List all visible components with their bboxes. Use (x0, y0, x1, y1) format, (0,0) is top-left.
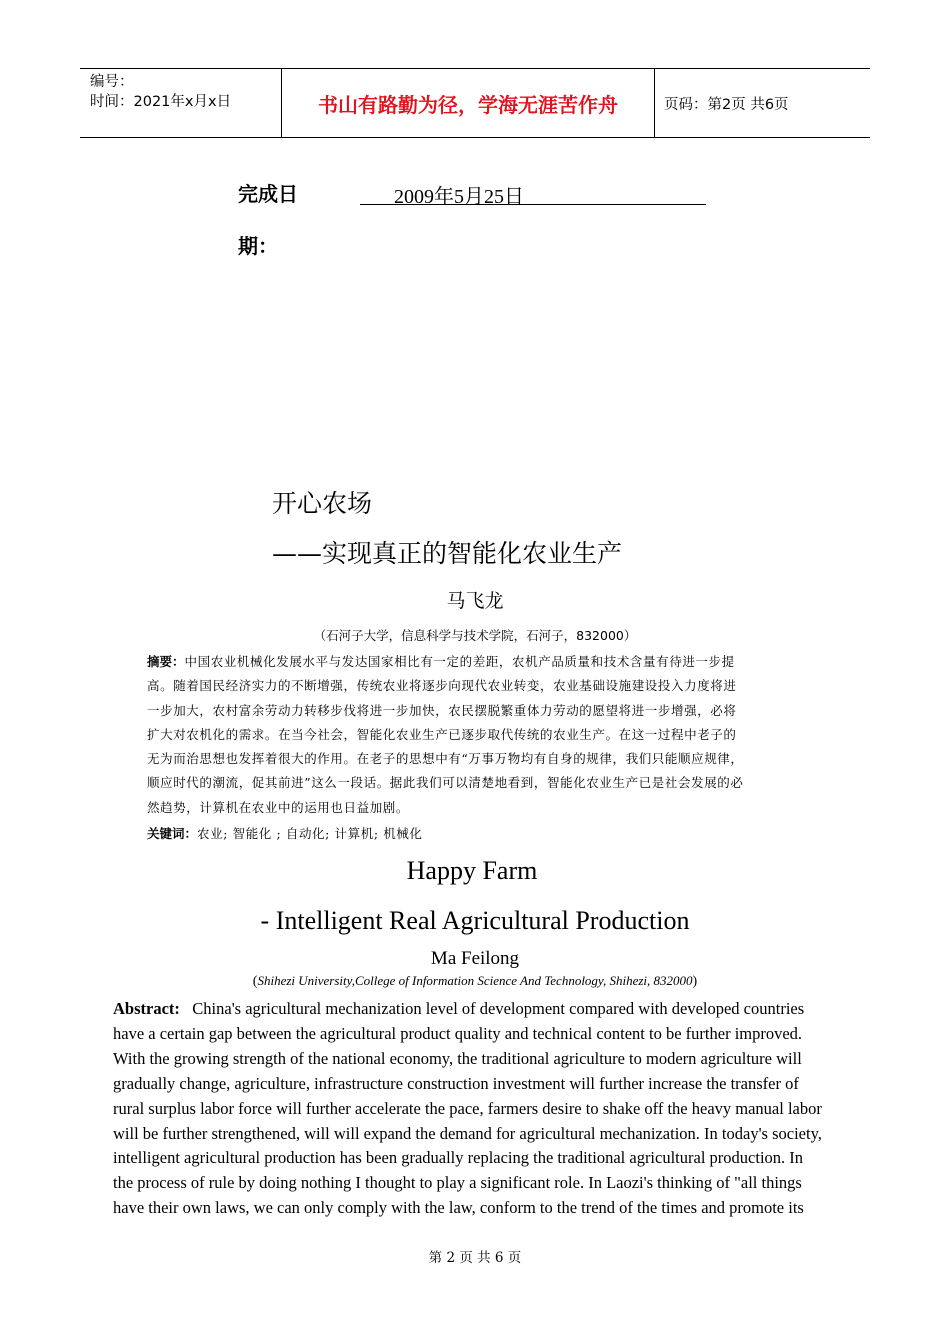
english-abstract-line: will be further strengthened, will will expand the demand for agricultural mechanization. In today's society, (113, 1123, 822, 1143)
english-abstract-line: rural surplus labor force will further accelerate the pace, farmers desire to shake off the heavy manual labor (113, 1098, 822, 1118)
header-meta-cell (80, 69, 282, 137)
english-abstract-line: have a certain gap between the agricultural product quality and technical content to be further improved. (113, 1023, 803, 1043)
chinese-abstract-line: 顺应时代的潮流，促其前进”这么一段话。据此我们可以清楚地看到，智能化农业生产已是社会发展的必 (147, 775, 744, 791)
completion-date-field (360, 180, 706, 208)
header-motto: 书山有路勤为径，学海无涯苦作舟 (282, 69, 655, 137)
chinese-author: 马飞龙 (446, 590, 504, 612)
chinese-keywords-label: 关键词： (147, 826, 198, 841)
english-abstract-line: the process of rule by doing nothing I thought to play a significant role. In Laozi's thinking of "all things (113, 1173, 802, 1193)
page-footer: 第 2 页 共 6 页 (428, 1250, 522, 1266)
chinese-abstract-line: 扩大对农机化的需求。在当今社会，智能化农业生产已逐步取代传统的农业生产。在这一过程中老子的 (147, 726, 737, 742)
chinese-subtitle: ——实现真正的智能化农业生产 (272, 539, 623, 568)
chinese-abstract-line: 无为而治思想也发挥着很大的作用。在老子的思想中有“万事万物均有自身的规律，我们只能顺应规律， (147, 751, 744, 767)
chinese-abstract-line: 高。随着国民经济实力的不断增强，传统农业将逐步向现代农业转变，农业基础设施建设投入力度将进 (147, 678, 737, 694)
english-abstract-label: Abstract: (113, 999, 180, 1018)
chinese-keywords (147, 824, 423, 842)
english-abstract (113, 997, 837, 1221)
english-abstract-line: have their own laws, we can only comply with the law, conform to the trend of the times and promote its (113, 1198, 804, 1218)
english-abstract-line: With the growing strength of the national economy, the traditional agriculture to modern agriculture will (113, 1048, 802, 1068)
english-abstract-line: Abstract: China's agricultural mechanization level of development compared with developed countries (113, 999, 805, 1018)
completion-date: 2009年5月25日 (394, 186, 524, 208)
chinese-keywords-list: 农业; 智能化 ; 自动化; 计算机; 机械化 (197, 826, 423, 841)
english-affiliation: (Shihezi University,College of Information Science And Technology, Shihezi, 832000) (252, 973, 698, 989)
chinese-abstract-label: 摘要： (147, 654, 185, 669)
header-time-label: 时间：2021年x月x日 (90, 94, 232, 110)
chinese-abstract (147, 650, 807, 820)
english-title: Happy Farm (406, 856, 538, 885)
chinese-title: 开心农场 (272, 489, 373, 518)
header-page-info: 页码：第2页 共6页 (664, 96, 789, 113)
english-abstract-line: intelligent agricultural production has been gradually replacing the traditional agricultural production. In (113, 1148, 804, 1168)
chinese-abstract-line: 一步加大，农村富余劳动力转移步伐将进一步加快，农民摆脱繁重体力劳动的愿望将进一步增强，必将 (147, 702, 737, 718)
completion-label-line2: 期： (238, 234, 278, 258)
chinese-abstract-line: 摘要：中国农业机械化发展水平与发达国家相比有一定的差距，农机产品质量和技术含量有待进一步提 (147, 654, 735, 669)
chinese-affiliation: （石河子大学，信息科学与技术学院，石河子，832000） (313, 628, 637, 643)
completion-label-line1: 完成日 (238, 182, 298, 206)
english-subtitle: - Intelligent Real Agricultural Production (260, 906, 690, 935)
header-table (80, 68, 870, 138)
header-number-label: 编号： (90, 74, 134, 90)
chinese-abstract-line: 然趋势，计算机在农业中的运用也日益加剧。 (147, 799, 410, 815)
english-abstract-line: gradually change, agriculture, infrastructure construction investment will further increase the transfer of (113, 1073, 799, 1093)
english-author: Ma Feilong (430, 948, 520, 969)
